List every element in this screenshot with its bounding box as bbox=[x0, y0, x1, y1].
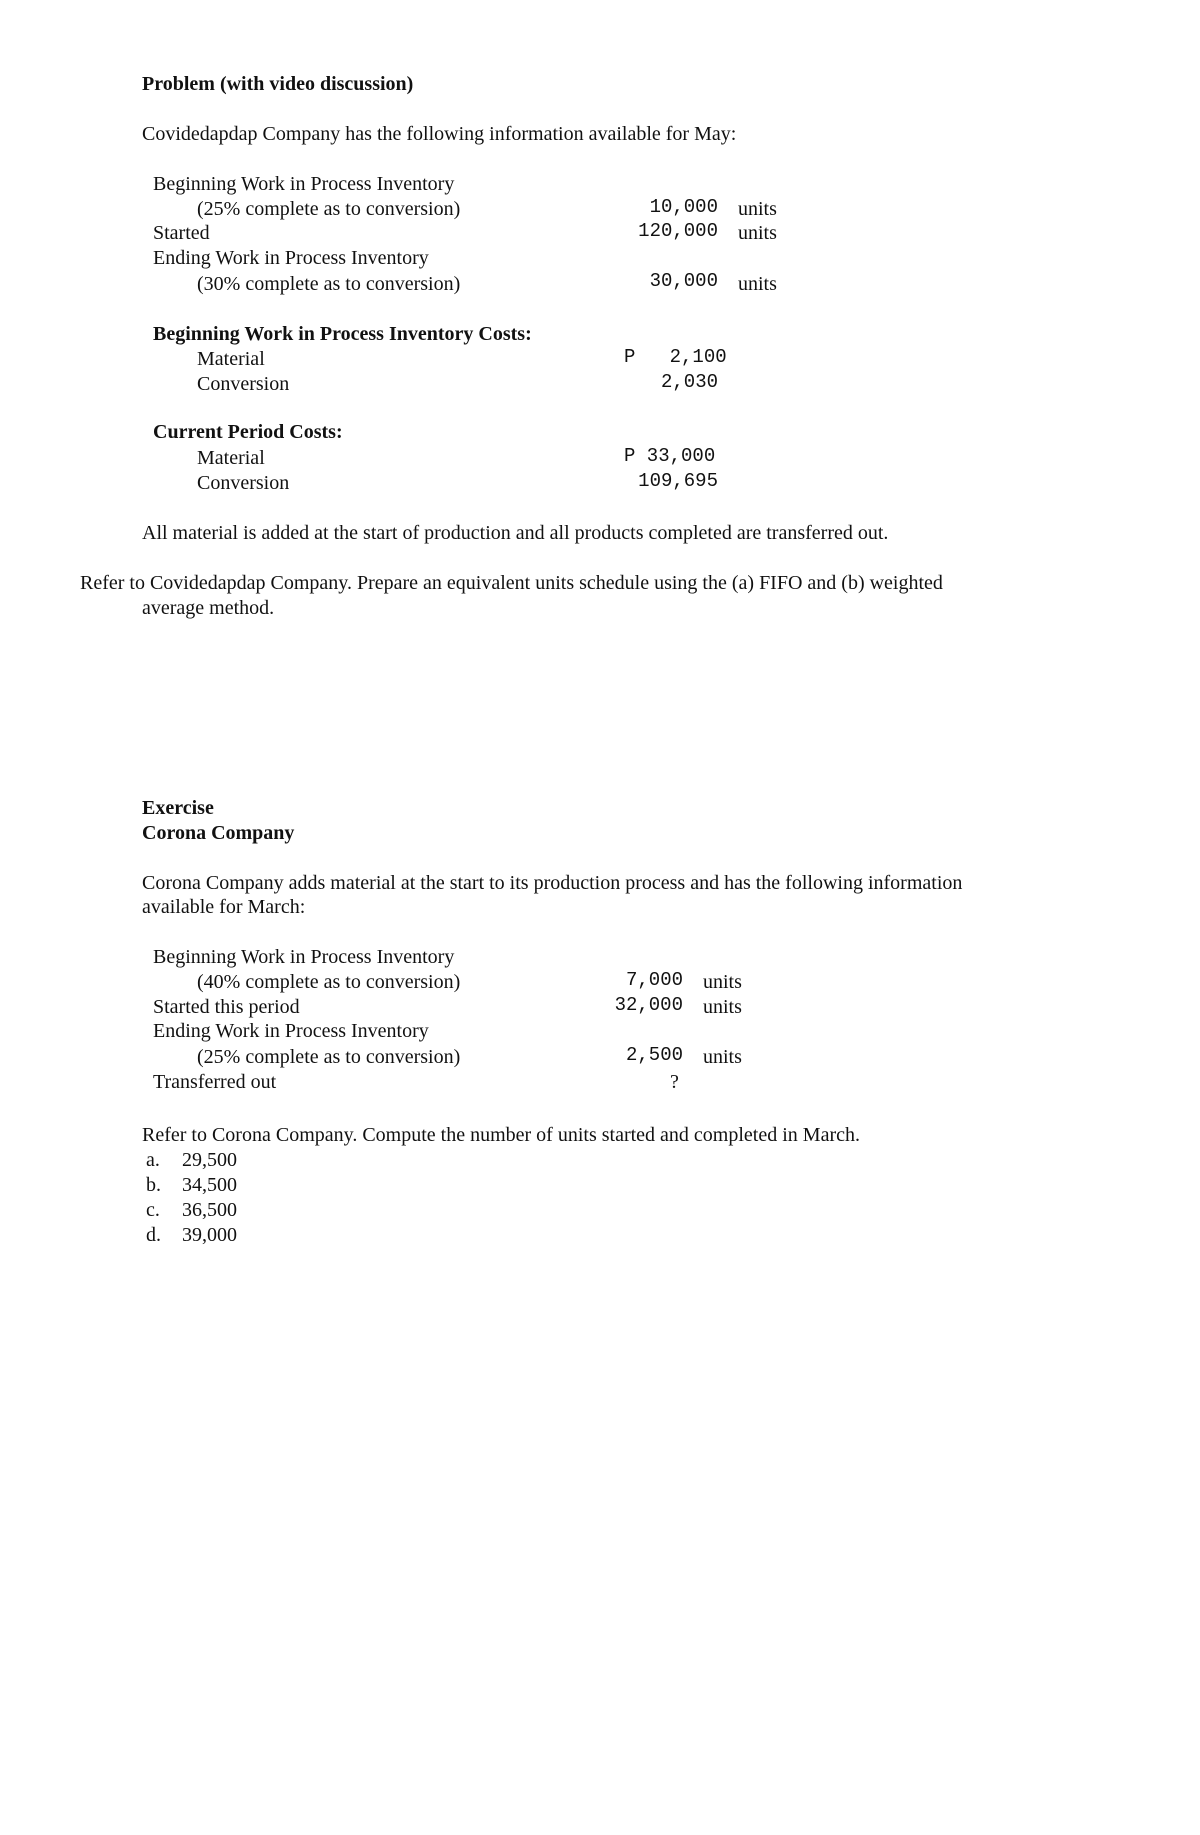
current-conversion-label: Conversion bbox=[197, 472, 290, 494]
beginning-conversion-value: 2,030 bbox=[660, 371, 718, 393]
ex-ewip-unit: units bbox=[703, 1046, 742, 1068]
started-unit: units bbox=[738, 222, 777, 244]
choice-value: 34,500 bbox=[182, 1174, 237, 1196]
started-label: Started bbox=[153, 222, 210, 244]
ex-bwip-unit: units bbox=[703, 971, 742, 993]
ex-ewip-note: (25% complete as to conversion) bbox=[197, 1046, 461, 1068]
beginning-costs-heading: Beginning Work in Process Inventory Costs: bbox=[153, 323, 532, 345]
bwip-value: 10,000 bbox=[649, 196, 718, 218]
beginning-conversion-label: Conversion bbox=[197, 373, 290, 395]
current-conversion-value: 109,695 bbox=[638, 470, 718, 492]
bwip-note: (25% complete as to conversion) bbox=[197, 198, 461, 220]
ewip-unit: units bbox=[738, 273, 777, 295]
choice-letter: a. bbox=[146, 1149, 160, 1171]
ewip-note: (30% complete as to conversion) bbox=[197, 273, 461, 295]
exercise-intro-line1: Corona Company adds material at the start to its production process and has the following information bbox=[142, 872, 963, 894]
beginning-material-value: P 2,100 bbox=[624, 346, 727, 368]
choice-d[interactable] bbox=[146, 1223, 237, 1247]
choice-b[interactable] bbox=[146, 1173, 237, 1197]
beginning-material-label: Material bbox=[197, 348, 265, 370]
bwip-unit: units bbox=[738, 198, 777, 220]
problem-question-line1: Refer to Covidedapdap Company. Prepare an equivalent units schedule using the (a) FIFO and (b) weighted bbox=[80, 572, 943, 594]
choice-letter: b. bbox=[146, 1174, 161, 1196]
current-costs-heading: Current Period Costs: bbox=[153, 421, 343, 443]
ex-bwip-note: (40% complete as to conversion) bbox=[197, 971, 461, 993]
ex-ewip-label: Ending Work in Process Inventory bbox=[153, 1020, 429, 1042]
current-material-value: P 33,000 bbox=[624, 445, 716, 467]
ewip-value: 30,000 bbox=[649, 270, 718, 292]
choice-letter: d. bbox=[146, 1224, 161, 1246]
choice-value: 39,000 bbox=[182, 1224, 237, 1246]
choice-value: 29,500 bbox=[182, 1149, 237, 1171]
exercise-question: Refer to Corona Company. Compute the number of units started and completed in March. bbox=[142, 1124, 860, 1146]
problem-heading: Problem (with video discussion) bbox=[142, 73, 414, 95]
ewip-label: Ending Work in Process Inventory bbox=[153, 247, 429, 269]
exercise-intro-line2: available for March: bbox=[142, 896, 306, 918]
started-value: 120,000 bbox=[638, 220, 718, 242]
ex-ewip-value: 2,500 bbox=[625, 1044, 683, 1066]
choice-value: 36,500 bbox=[182, 1199, 237, 1221]
choice-letter: c. bbox=[146, 1199, 160, 1221]
ex-transferred-label: Transferred out bbox=[153, 1071, 277, 1093]
exercise-company: Corona Company bbox=[142, 822, 295, 844]
ex-bwip-label: Beginning Work in Process Inventory bbox=[153, 946, 455, 968]
problem-intro: Covidedapdap Company has the following information available for May: bbox=[142, 123, 737, 145]
choice-c[interactable] bbox=[146, 1198, 237, 1222]
ex-started-label: Started this period bbox=[153, 996, 300, 1018]
ex-bwip-value: 7,000 bbox=[625, 969, 683, 991]
problem-note: All material is added at the start of production and all products completed are transferred out. bbox=[142, 522, 889, 544]
ex-started-value: 32,000 bbox=[614, 994, 683, 1016]
ex-started-unit: units bbox=[703, 996, 742, 1018]
current-material-label: Material bbox=[197, 447, 265, 469]
choice-a[interactable] bbox=[146, 1148, 237, 1172]
ex-transferred-value: ? bbox=[670, 1071, 679, 1093]
bwip-label: Beginning Work in Process Inventory bbox=[153, 173, 455, 195]
problem-question-line2: average method. bbox=[142, 597, 275, 619]
exercise-heading: Exercise bbox=[142, 797, 214, 819]
